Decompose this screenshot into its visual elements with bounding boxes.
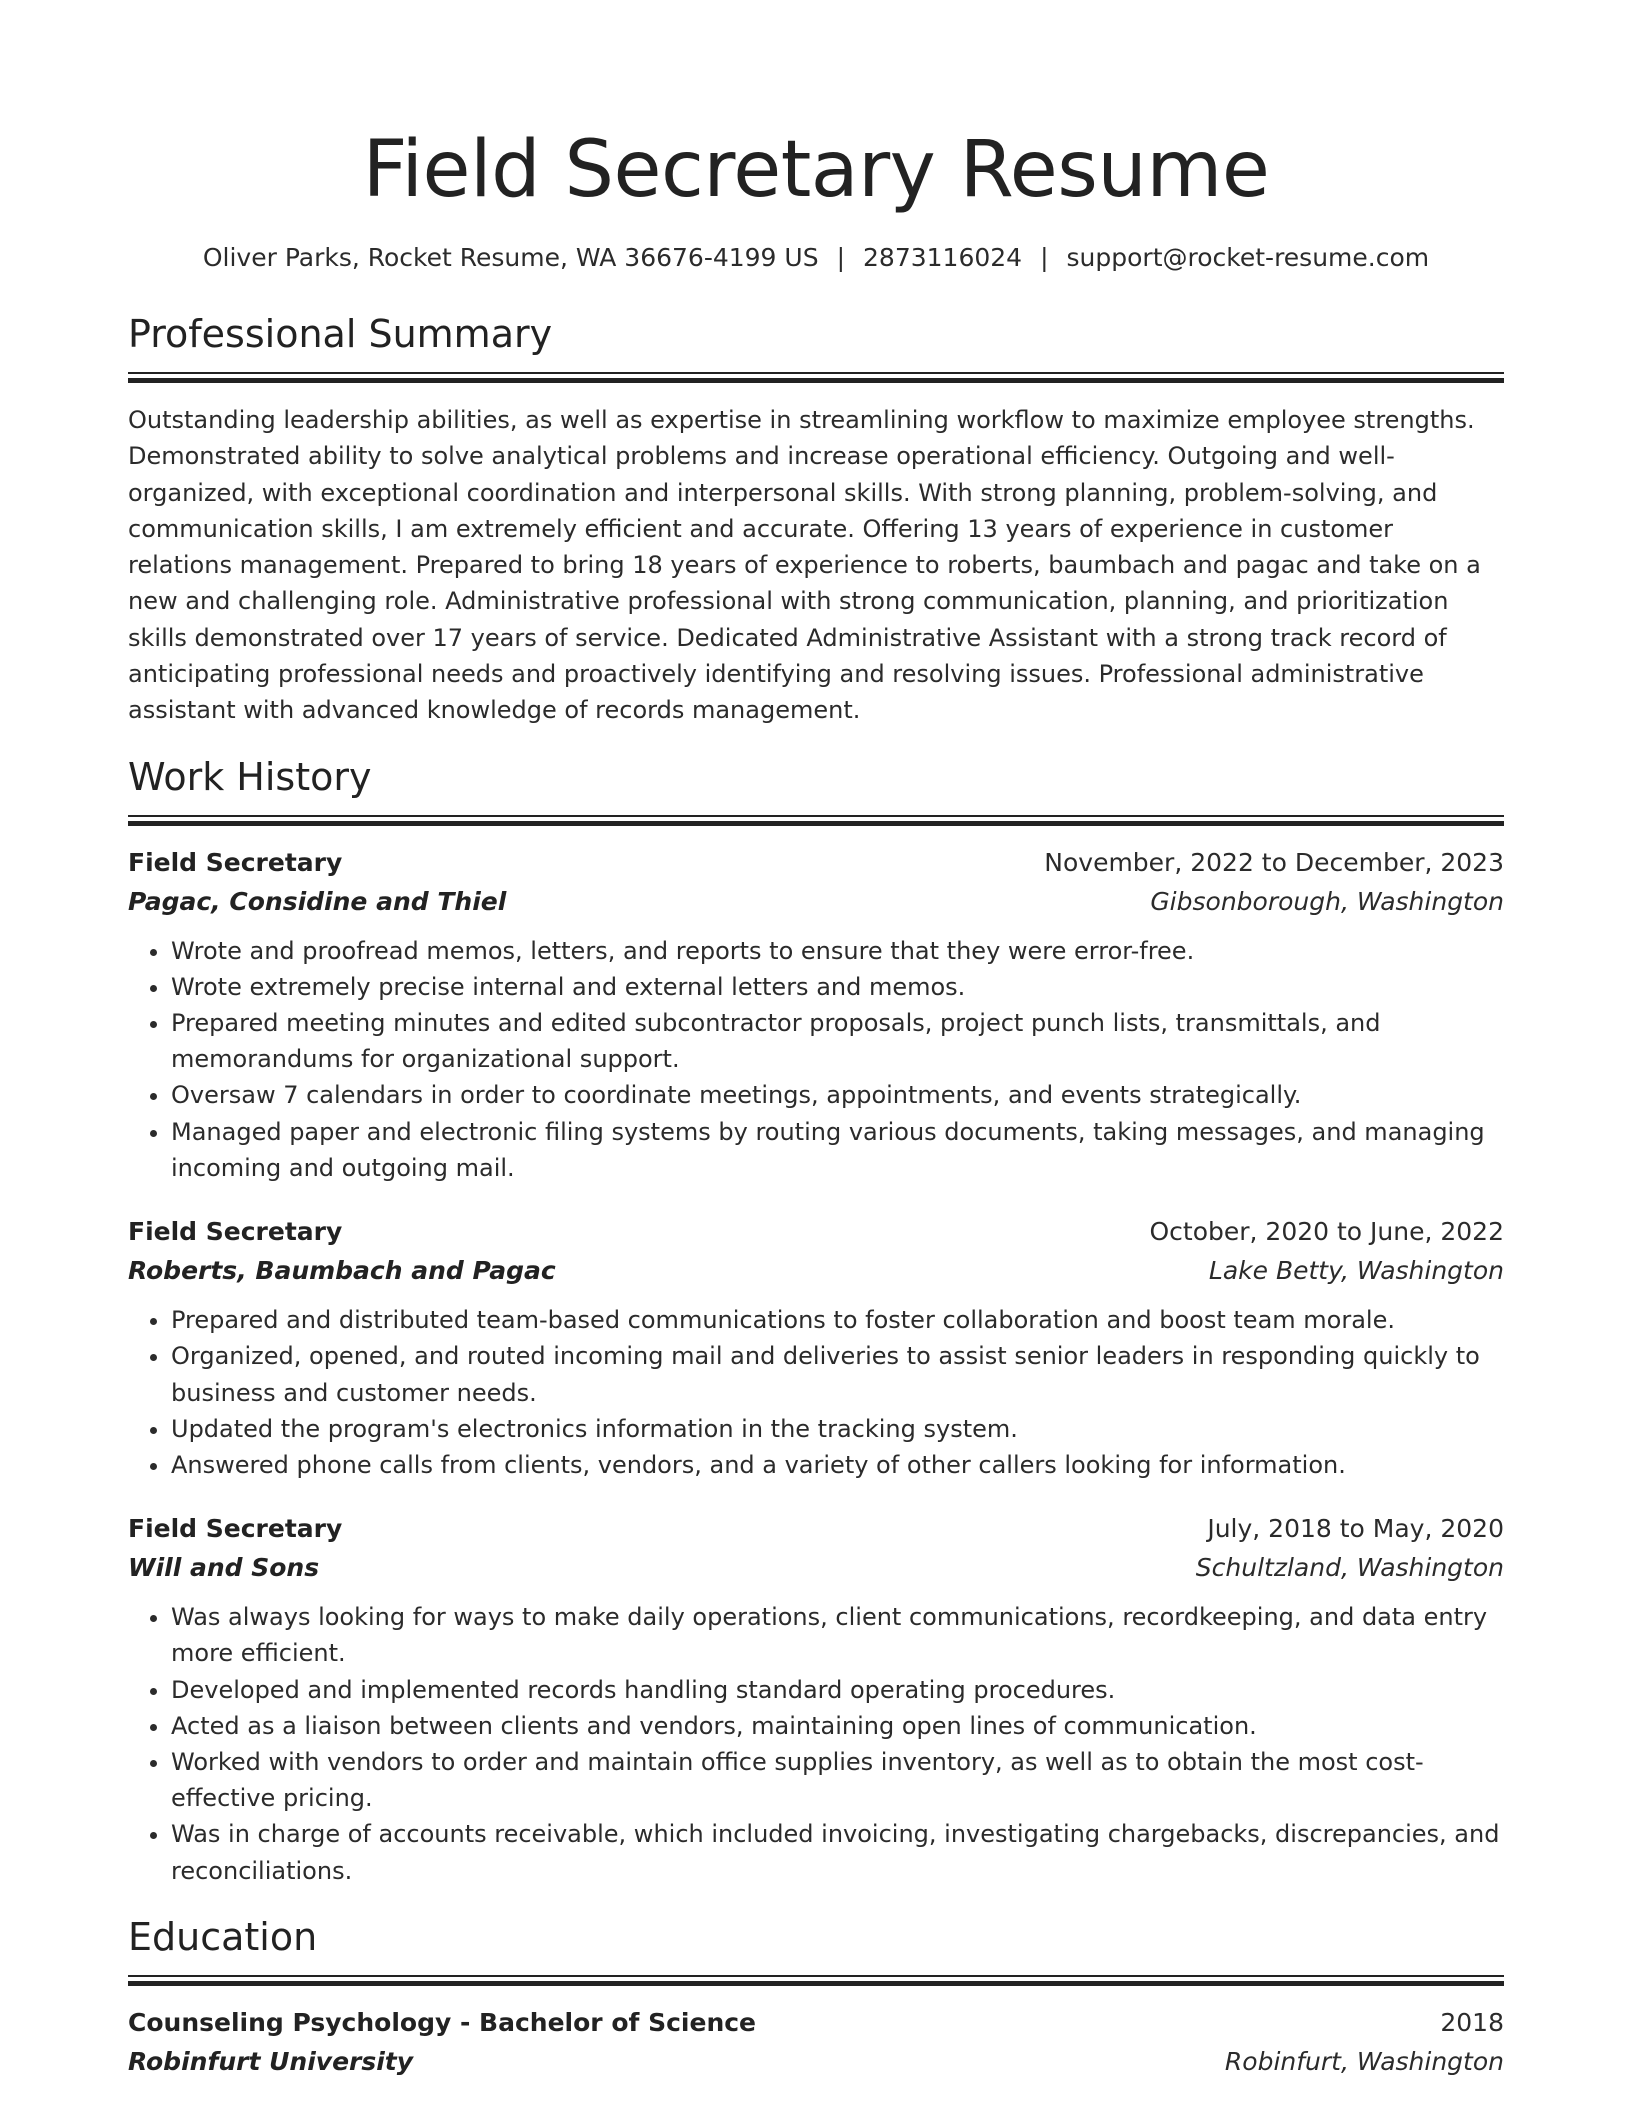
employer-name: Roberts, Baumbach and Pagac [128,1256,556,1286]
summary-text: Outstanding leadership abilities, as well as expertise in streamlining workflow to maximize employee strengths. Demonstrated ability to solve analytical problems and increase operational efficiency. Outgoing and well-organized, with exceptional coordination and interpersonal skills. With strong planning, problem-solving, and communication skills, I am extremely efficient and accurate. Offering 13 years of experience in customer relations management. Prepared to bring 18 years of experience to roberts, baumbach and pagac and take on a new and challenging role. Administrative professional with strong communication, planning, and prioritization skills demonstrated over 17 years of service. Dedicated Administrative Assistant with a strong track record of anticipating professional needs and proactively identifying and resolving issues. Professional administrative assistant with advanced knowledge of records management. [128,406,1481,725]
list-item: • Wrote and proofread memos, letters, and reports to ensure that they were error-free. [171,933,1504,969]
list-item: • Answered phone calls from clients, vendors, and a variety of other callers looking for information. [171,1447,1504,1483]
list-item: • Was in charge of accounts receivable, which included invoicing, investigating chargebacks, discrepancies, and reconciliations. [171,1816,1504,1888]
job-title: Field Secretary [128,847,343,877]
job-dates: November, 2022 to December, 2023 [1044,847,1504,877]
job-bullets [128,1302,1504,1483]
degree-name: Counseling Psychology - Bachelor of Science [128,2007,757,2037]
education-header [128,2003,1504,2042]
job-location: Schultzland, Washington [1195,1553,1504,1583]
employer-name: Pagac, Considine and Thiel [128,886,507,916]
contact-address: Oliver Parks, Rocket Resume, WA 36676-4199 US [202,243,819,272]
job-entry [128,1509,1504,1889]
contact-separator: | [836,243,846,272]
section-heading: Professional Summary [128,312,553,356]
job-subheader [128,1251,1504,1290]
job-header [128,843,1504,882]
education-entry [128,2003,1504,2081]
work-history-section [128,753,1504,1889]
list-item: • Developed and implemented records handling standard operating procedures. [171,1672,1504,1708]
list-item: • Was always looking for ways to make daily operations, client communications, recordkeeping, and data entry more efficient. [171,1599,1504,1671]
list-item: • Wrote extremely precise internal and external letters and memos. [171,969,1504,1005]
job-entry [128,843,1504,1186]
resume-title: Field Secretary Resume [362,125,1270,215]
contact-separator: | [1040,243,1049,272]
job-location: Gibsonborough, Washington [1150,886,1504,916]
list-item: • Oversaw 7 calendars in order to coordinate meetings, appointments, and events strategically. [171,1077,1504,1113]
contact-line [128,242,1504,274]
list-item: • Prepared meeting minutes and edited subcontractor proposals, project punch lists, transmittals, and memorandums for organizational support. [171,1005,1504,1077]
job-subheader [128,1548,1504,1587]
school-location: Robinfurt, Washington [1224,2046,1504,2076]
job-header [128,1212,1504,1251]
job-dates: October, 2020 to June, 2022 [1149,1217,1504,1247]
section-heading: Work History [128,754,372,799]
job-header [128,1509,1504,1548]
school-name: Robinfurt University [128,2046,414,2076]
job-title: Field Secretary [128,1217,343,1247]
section-divider [128,372,1504,382]
list-item: • Worked with vendors to order and maintain office supplies inventory, as well as to obtain the most cost-effective pricing. [171,1744,1504,1816]
contact-phone: 2873116024 [863,243,1023,272]
list-item: • Organized, opened, and routed incoming mail and deliveries to assist senior leaders in responding quickly to business and customer needs. [171,1338,1504,1410]
education-section [128,1913,1504,2081]
list-item: • Updated the program's electronics information in the tracking system. [171,1411,1504,1447]
job-bullets [128,933,1504,1186]
list-item: • Managed paper and electronic filing systems by routing various documents, taking messages, and managing incoming and outgoing mail. [171,1114,1504,1186]
job-title: Field Secretary [128,1514,343,1544]
section-divider [128,1975,1504,1985]
graduation-year: 2018 [1440,2007,1504,2037]
job-location: Lake Betty, Washington [1208,1256,1504,1286]
list-item: • Prepared and distributed team-based communications to foster collaboration and boost team morale. [171,1302,1504,1338]
job-bullets [128,1599,1504,1889]
job-entry [128,1212,1504,1483]
section-heading: Education [128,1914,318,1959]
employer-name: Will and Sons [128,1553,320,1583]
education-subheader [128,2042,1504,2081]
list-item: • Acted as a liaison between clients and vendors, maintaining open lines of communication. [171,1708,1504,1744]
contact-email: support@rocket-resume.com [1066,243,1430,272]
summary-section [128,310,1504,729]
section-divider [128,815,1504,825]
job-dates: July, 2018 to May, 2020 [1207,1514,1504,1544]
job-subheader [128,882,1504,921]
